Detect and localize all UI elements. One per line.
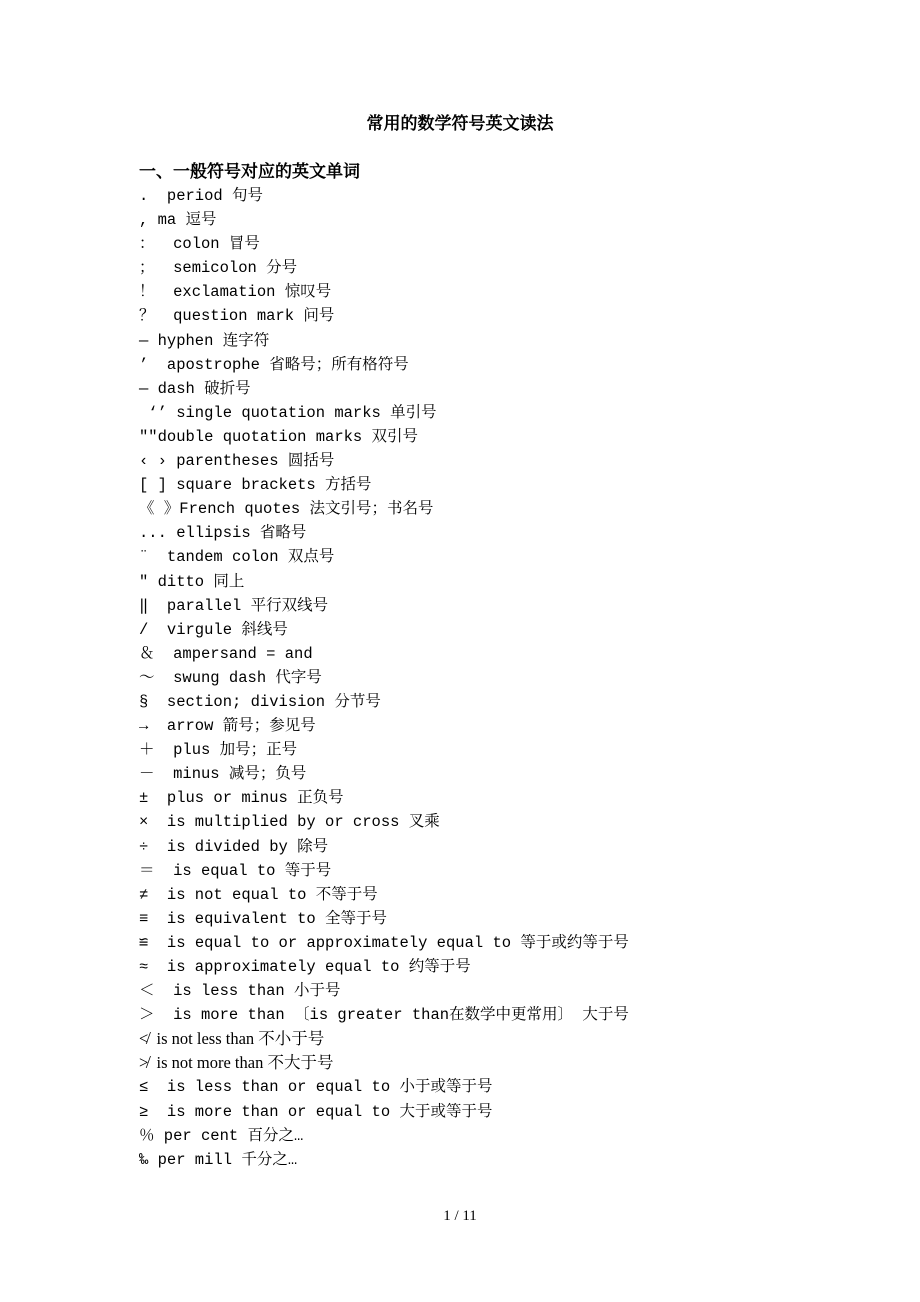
symbol-line-equal: ＝ is equal to 等于号 xyxy=(139,861,332,880)
symbol-line-parallel: ‖ parallel 平行双线号 xyxy=(139,596,329,615)
symbol-line-not-equal: ≠ is not equal to 不等于号 xyxy=(139,885,378,904)
symbol-line-section: § section; division 分节号 xyxy=(139,692,381,711)
symbol-line-apostrophe: ’ apostrophe 省略号；所有格符号 xyxy=(139,355,409,374)
symbol-line-ellipsis: ... ellipsis 省略号 xyxy=(139,524,307,543)
symbol-line-exclamation: ！ exclamation 惊叹号 xyxy=(139,283,332,302)
symbol-line-approx-equal: ≈ is approximately equal to 约等于号 xyxy=(139,958,471,976)
symbol-line-less-or-equal: ≤ is less than or equal to 小于或等于号 xyxy=(139,1078,493,1097)
symbol-line-per-cent: ％ per cent 百分之… xyxy=(139,1126,304,1145)
symbol-line-french-quotes: 《 》French quotes 法文引号；书名号 xyxy=(139,500,434,519)
symbol-line-hyphen: ― hyphen 连字符 xyxy=(139,331,270,350)
symbol-line-single-quotes: ‘’ single quotation marks 单引号 xyxy=(139,403,437,422)
page-title: 常用的数学符号英文读法 xyxy=(366,114,554,133)
symbol-line-less-than: ＜ is less than 小于号 xyxy=(139,982,341,1001)
symbol-line-comma: , ma 逗号 xyxy=(139,211,217,230)
symbol-line-period: . period 句号 xyxy=(139,187,264,205)
symbol-line-plus: ＋ plus 加号；正号 xyxy=(139,741,298,760)
symbol-line-colon: ： colon 冒号 xyxy=(139,235,260,254)
symbol-line-question-mark: ？ question mark 问号 xyxy=(139,307,335,326)
symbol-line-not-more-than: ≯ is not more than 不大于号 xyxy=(139,1053,334,1073)
symbol-line-more-or-equal: ≥ is more than or equal to 大于或等于号 xyxy=(139,1102,493,1121)
page-number: 1 / 11 xyxy=(443,1208,477,1224)
symbol-line-double-quotes: ""double quotation marks 双引号 xyxy=(139,427,419,446)
symbol-line-arrow: → arrow 箭号；参见号 xyxy=(139,717,316,736)
symbol-line-ditto: " ditto 同上 xyxy=(139,572,245,591)
symbol-line-more-than: ＞ is more than 〔is greater than在数学中更常用〕 大于号 xyxy=(139,1006,629,1025)
symbol-line-parentheses: ‹ › parentheses 圆括号 xyxy=(139,452,335,471)
symbol-line-divided: ÷ is divided by 除号 xyxy=(139,837,329,856)
symbol-line-multiplied: × is multiplied by or cross 叉乘 xyxy=(139,813,440,832)
symbol-line-minus: － minus 减号；负号 xyxy=(139,765,307,784)
symbol-line-equivalent: ≡ is equivalent to 全等于号 xyxy=(139,909,388,928)
symbol-line-per-mill: ‰ per mill 千分之… xyxy=(139,1150,298,1169)
symbol-line-equal-or-approx: ≌ is equal to or approximately equal to 等于或约等于号 xyxy=(139,933,629,952)
symbol-line-virgule: / virgule 斜线号 xyxy=(139,620,288,639)
section-heading: 一、一般符号对应的英文单词 xyxy=(139,162,360,181)
symbol-line-dash: — dash 破折号 xyxy=(139,379,251,398)
symbol-list xyxy=(139,184,879,1172)
symbol-line-swung-dash: ～ swung dash 代字号 xyxy=(139,668,322,687)
symbol-line-tandem-colon: ¨ tandem colon 双点号 xyxy=(139,548,335,567)
symbol-line-plus-or-minus: ± plus or minus 正负号 xyxy=(139,789,344,808)
symbol-line-ampersand: ＆ ampersand = and xyxy=(139,644,313,663)
symbol-line-semicolon: ； semicolon 分号 xyxy=(139,259,298,278)
symbol-line-not-less-than: ≮ is not less than 不小于号 xyxy=(139,1029,325,1049)
symbol-line-square-brackets: [ ] square brackets 方括号 xyxy=(139,476,372,495)
